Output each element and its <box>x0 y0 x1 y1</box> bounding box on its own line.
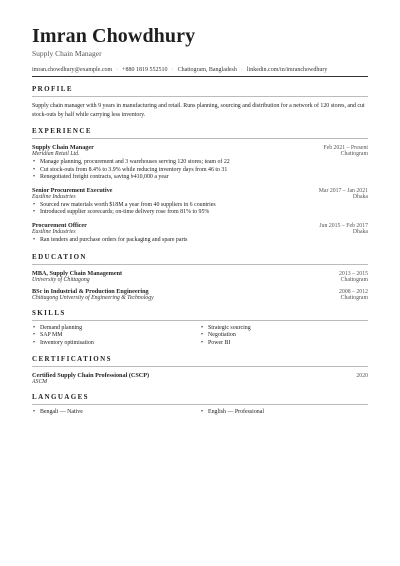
job-title: Supply Chain Manager <box>32 144 94 151</box>
section-title-languages: LANGUAGES <box>32 393 368 405</box>
job-bullets <box>32 202 368 217</box>
section-title-education: EDUCATION <box>32 253 368 265</box>
profile-summary: Supply chain manager with 9 years in manufacturing and retail. Runs planning, sourcing and distribution for a network of 120 stores, and cut stock-outs by half while carrying less inventory. <box>32 103 365 118</box>
skill-item: • Demand planning <box>32 325 200 333</box>
education-entry <box>32 270 368 283</box>
contact-location: Chattogram, Bangladesh <box>177 67 237 73</box>
experience-header <box>32 187 368 194</box>
job-dates: Mar 2017 – Jan 2021 <box>318 187 368 194</box>
experience-header <box>32 144 368 151</box>
school-name: University of Chittagong <box>32 276 90 283</box>
contact-separator: · <box>240 67 243 73</box>
job-bullet: • Manage planning, procurement and 3 warehouses serving 120 stores; team of 22 <box>32 159 368 167</box>
certification-header <box>32 372 368 379</box>
section-title-profile: PROFILE <box>32 85 368 97</box>
education-section <box>32 253 368 301</box>
header-divider <box>32 76 368 77</box>
experience-subheader <box>32 229 368 235</box>
experience-entry <box>32 222 368 245</box>
language-item: • English — Professional <box>200 409 368 417</box>
degree-title: BSc in Industrial & Production Engineering <box>32 287 149 295</box>
education-entry <box>32 288 368 301</box>
job-bullet: • Cut stock-outs from 8.4% to 3.9% while reducing inventory days from 46 to 31 <box>32 167 368 175</box>
skill-item: • SAP MM <box>32 332 200 340</box>
school-name: Chittagong University of Engineering & Technology <box>32 294 154 301</box>
degree-dates: 2008 – 2012 <box>339 288 368 295</box>
job-dates: Jun 2015 – Feb 2017 <box>319 222 368 229</box>
skill-item: • Inventory optimisation <box>32 340 200 348</box>
job-company: Eastline Industries <box>32 193 76 200</box>
education-header <box>32 288 368 295</box>
experience-header <box>32 222 368 229</box>
candidate-role: Supply Chain Manager <box>32 49 102 58</box>
degree-dates: 2013 – 2015 <box>339 270 368 277</box>
section-title-experience: EXPERIENCE <box>32 127 368 139</box>
skills-list <box>32 325 368 348</box>
skills-section <box>32 309 368 348</box>
contact-separator: · <box>171 67 174 73</box>
experience-subheader <box>32 151 368 157</box>
certification-issuer: ASCM <box>32 379 48 386</box>
skill-item: • Power BI <box>200 340 368 348</box>
experience-entry <box>32 187 368 217</box>
degree-title: MBA, Supply Chain Management <box>32 269 123 277</box>
profile-section <box>32 85 368 119</box>
job-location: Dhaka <box>352 193 368 200</box>
job-bullets <box>32 159 368 182</box>
languages-list <box>32 409 368 417</box>
experience-entry <box>32 144 368 182</box>
contact-separator: · <box>116 67 119 73</box>
education-subheader <box>32 295 368 301</box>
education-header <box>32 270 368 277</box>
skill-item: • Negotiation <box>200 332 368 340</box>
education-subheader <box>32 277 368 283</box>
job-dates: Feb 2021 – Present <box>323 145 368 151</box>
experience-subheader <box>32 194 368 200</box>
contact-email[interactable]: imran.chowdhury@example.com <box>32 67 113 73</box>
job-location: Dhaka <box>352 228 368 235</box>
language-item: • Bengali — Native <box>32 409 200 417</box>
school-location: Chattogram <box>340 276 368 283</box>
contact-phone[interactable]: +880 1819 552510 <box>122 67 168 73</box>
job-bullet: • Ran tenders and purchase orders for packaging and spare parts <box>32 237 368 245</box>
job-location: Chattogram <box>340 151 368 157</box>
job-bullets <box>32 237 368 245</box>
school-location: Chattogram <box>340 294 368 301</box>
job-title: Procurement Officer <box>32 221 87 229</box>
certifications-section <box>32 355 368 385</box>
section-title-certifications: CERTIFICATIONS <box>32 355 368 367</box>
languages-section <box>32 393 368 417</box>
job-company: Eastline Industries <box>32 228 76 235</box>
experience-section <box>32 127 368 245</box>
skill-item: • Strategic sourcing <box>200 325 368 333</box>
contact-line <box>32 67 368 73</box>
contact-linkedin[interactable]: linkedin.com/in/imranchowdhury <box>246 67 328 73</box>
job-title: Senior Procurement Executive <box>32 186 113 194</box>
certification-year: 2020 <box>356 373 368 380</box>
job-company: Meridian Retail Ltd. <box>32 151 80 157</box>
section-title-skills: SKILLS <box>32 309 368 321</box>
certification-name: Certified Supply Chain Professional (CSCP) <box>32 372 150 380</box>
job-bullet: • Sourced raw materials worth $18M a year from 40 suppliers in 6 countries <box>32 202 368 210</box>
job-bullet: • Renegotiated freight contracts, saving ৳410,000 a year <box>32 174 368 182</box>
certification-entry <box>32 372 368 385</box>
job-bullet: • Introduced supplier scorecards; on-time delivery rose from 81% to 95% <box>32 209 368 217</box>
candidate-name: Imran Chowdhury <box>32 25 196 47</box>
